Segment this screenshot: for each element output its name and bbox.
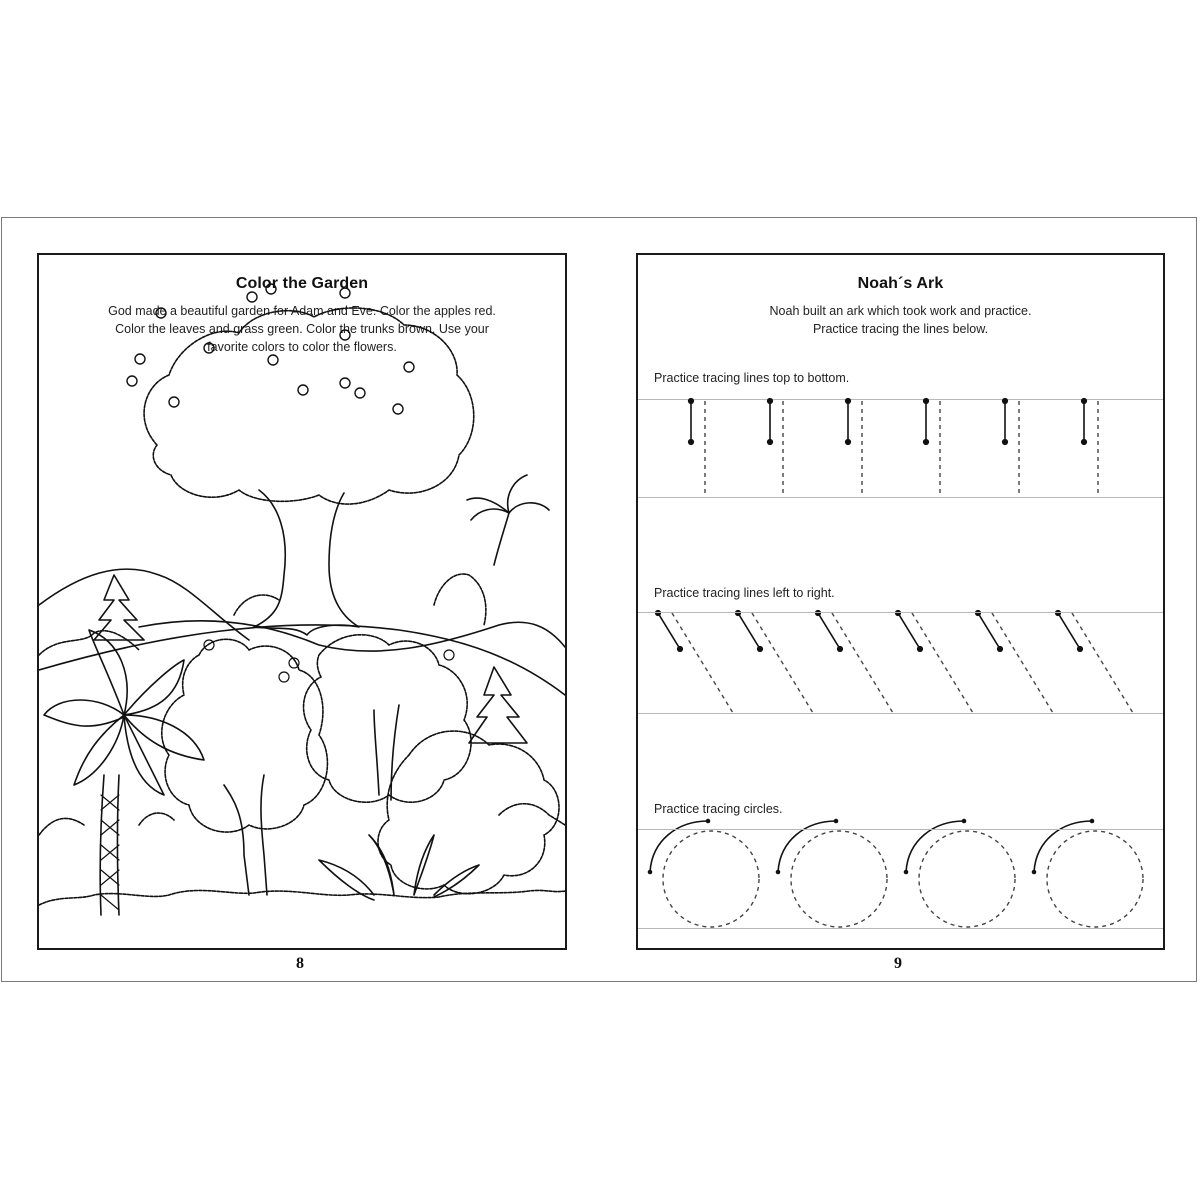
guide-line xyxy=(638,928,1163,929)
guide-line xyxy=(638,829,1163,830)
guide-line xyxy=(638,713,1163,714)
section-label-circles: Practice tracing circles. xyxy=(654,802,783,816)
page-number-left: 8 xyxy=(296,955,304,972)
garden-illustration xyxy=(39,255,565,948)
instruction-line: favorite colors to color the flowers. xyxy=(207,340,397,354)
instruction-line: Color the leaves and grass green. Color the trunks brown. Use your xyxy=(115,322,489,336)
left-page-color-the-garden xyxy=(37,253,567,950)
instruction-line: God made a beautiful garden for Adam and Eve. Color the apples red. xyxy=(108,304,496,318)
section-label-vertical: Practice tracing lines top to bottom. xyxy=(654,371,850,385)
right-page-noahs-ark xyxy=(636,253,1165,950)
page-title: Color the Garden xyxy=(235,275,369,292)
vertical-tracing-lines xyxy=(638,255,1163,948)
instruction-line: Practice tracing the lines below. xyxy=(812,322,989,336)
page-number-right: 9 xyxy=(894,955,902,972)
guide-line xyxy=(638,612,1163,613)
page-title: Noah´s Ark xyxy=(857,275,944,292)
instruction-line: Noah built an ark which took work and practice. xyxy=(769,304,1032,318)
section-label-diagonal: Practice tracing lines left to right. xyxy=(654,586,835,600)
